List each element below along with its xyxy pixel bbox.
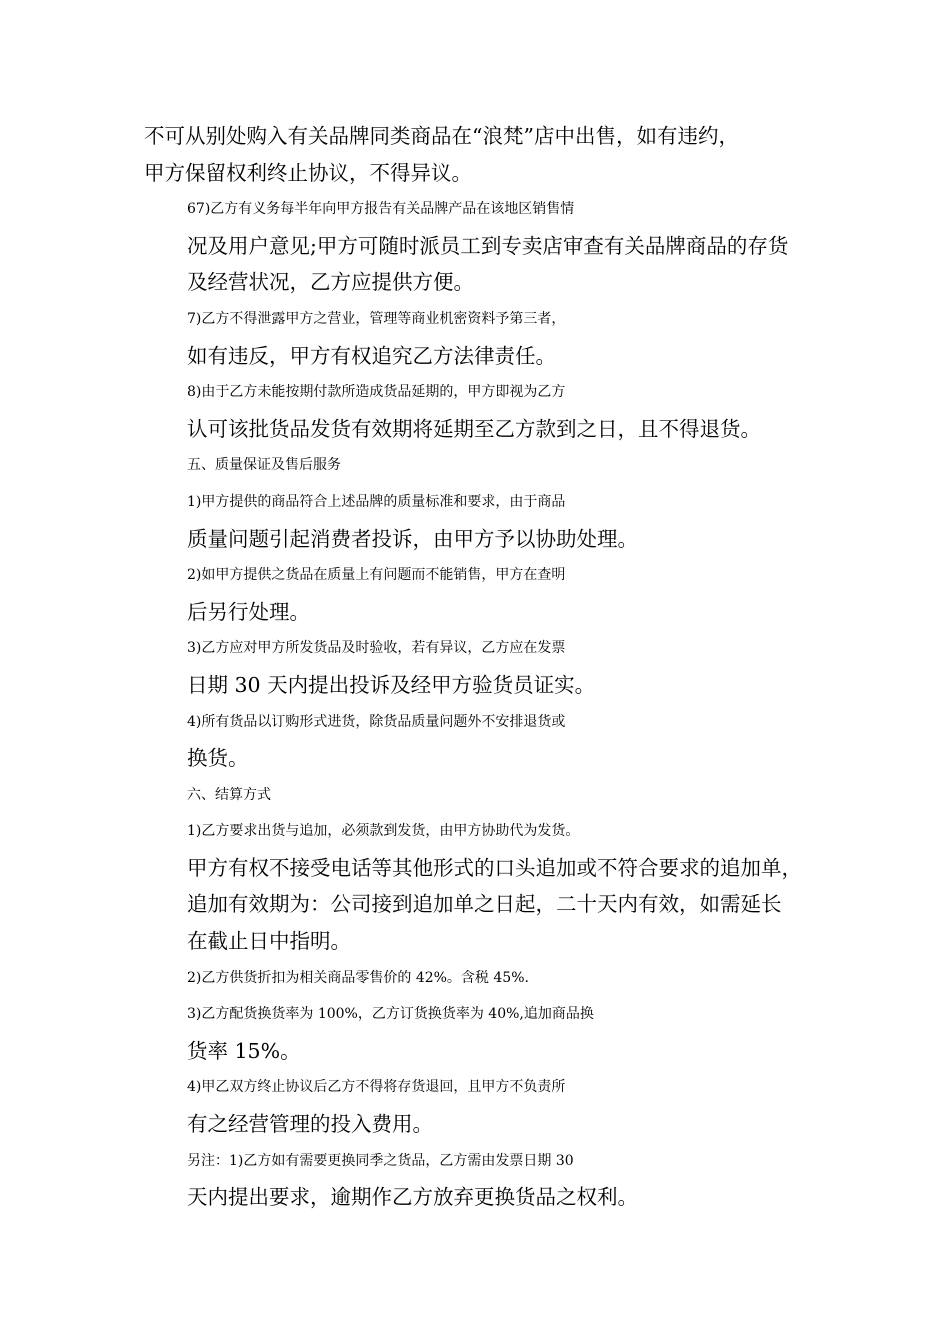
- paragraph: [144, 777, 816, 814]
- paragraph: [144, 374, 816, 447]
- text-line: 不可从别处购入有关品牌同类商品在“浪梵”店中出售，如有违约，: [144, 124, 739, 148]
- text-line: 及经营状况，乙方应提供方便。: [187, 270, 474, 295]
- text-line: 日期 30 天内提出投诉及经甲方验货员证实。: [187, 672, 596, 697]
- paragraph: [144, 996, 816, 1069]
- text-line: 4)所有货品以订购形式进货，除货品质量问题外不安排退货或: [187, 713, 566, 730]
- text-line: 后另行处理。: [187, 599, 310, 624]
- text-line: 8)由于乙方未能按期付款所造成货品延期的，甲方即视为乙方: [187, 384, 566, 401]
- text-line: 3)乙方应对甲方所发货品及时验收，若有异议，乙方应在发票: [187, 640, 566, 657]
- text-line: 追加有效期为：公司接到追加单之日起，二十天内有效，如需延长: [187, 892, 782, 917]
- text-line: 另注：1)乙方如有需要更换同季之货品，乙方需由发票日期 30: [187, 1152, 574, 1169]
- text-line: 在截止日中指明。: [187, 929, 351, 954]
- paragraph: [144, 484, 816, 557]
- text-line: 天内提出要求，逾期作乙方放弃更换货品之权利。: [187, 1185, 638, 1210]
- text-line: 五、质量保证及售后服务: [187, 457, 341, 474]
- paragraph: [144, 1143, 816, 1216]
- paragraph: [144, 447, 816, 484]
- text-line: 认可该批货品发货有效期将延期至乙方款到之日，且不得退货。: [187, 416, 761, 441]
- text-line: 1)乙方要求出货与追加，必须款到发货，由甲方协助代为发货。: [187, 823, 580, 840]
- text-line: 有之经营管理的投入费用。: [187, 1112, 433, 1137]
- text-line: 7)乙方不得泄露甲方之营业，管理等商业机密资料予第三者，: [187, 310, 566, 327]
- text-line: 2)如甲方提供之货品在质量上有问题而不能销售，甲方在查明: [187, 567, 566, 584]
- text-line: 换货。: [187, 746, 249, 771]
- text-line: 货率 15%。: [187, 1038, 301, 1063]
- text-line: 甲方保留权利终止协议，不得异议。: [144, 160, 472, 185]
- paragraph: [144, 960, 816, 997]
- text-line: 1)甲方提供的商品符合上述品牌的质量标准和要求，由于商品: [187, 493, 566, 510]
- document-body: [144, 118, 816, 1216]
- text-line: 4)甲乙双方终止协议后乙方不得将存货退回，且甲方不负责所: [187, 1079, 566, 1096]
- text-line: 况及用户意见;甲方可随时派员工到专卖店审查有关品牌商品的存货: [187, 233, 789, 258]
- text-line: 2)乙方供货折扣为相关商品零售价的 42%。含税 45%.: [187, 969, 529, 986]
- document-page: [144, 118, 816, 1216]
- paragraph: [144, 1069, 816, 1142]
- text-line: 质量问题引起消费者投诉，由甲方予以协助处理。: [187, 526, 638, 551]
- text-line: 如有违反，甲方有权追究乙方法律责任。: [187, 343, 556, 368]
- paragraph: [144, 630, 816, 703]
- paragraph: [144, 813, 816, 959]
- text-line: 甲方有权不接受电话等其他形式的口头追加或不符合要求的追加单，: [187, 855, 802, 880]
- text-line: 六、结算方式: [187, 786, 271, 803]
- paragraph: [144, 557, 816, 630]
- paragraph: [144, 301, 816, 374]
- text-line: 67)乙方有义务每半年向甲方报告有关品牌产品在该地区销售情: [187, 201, 575, 218]
- paragraph: [144, 118, 816, 191]
- paragraph: [144, 191, 816, 301]
- text-line: 3)乙方配货换货率为 100%，乙方订货换货率为 40%,追加商品换: [187, 1006, 594, 1023]
- paragraph: [144, 704, 816, 777]
